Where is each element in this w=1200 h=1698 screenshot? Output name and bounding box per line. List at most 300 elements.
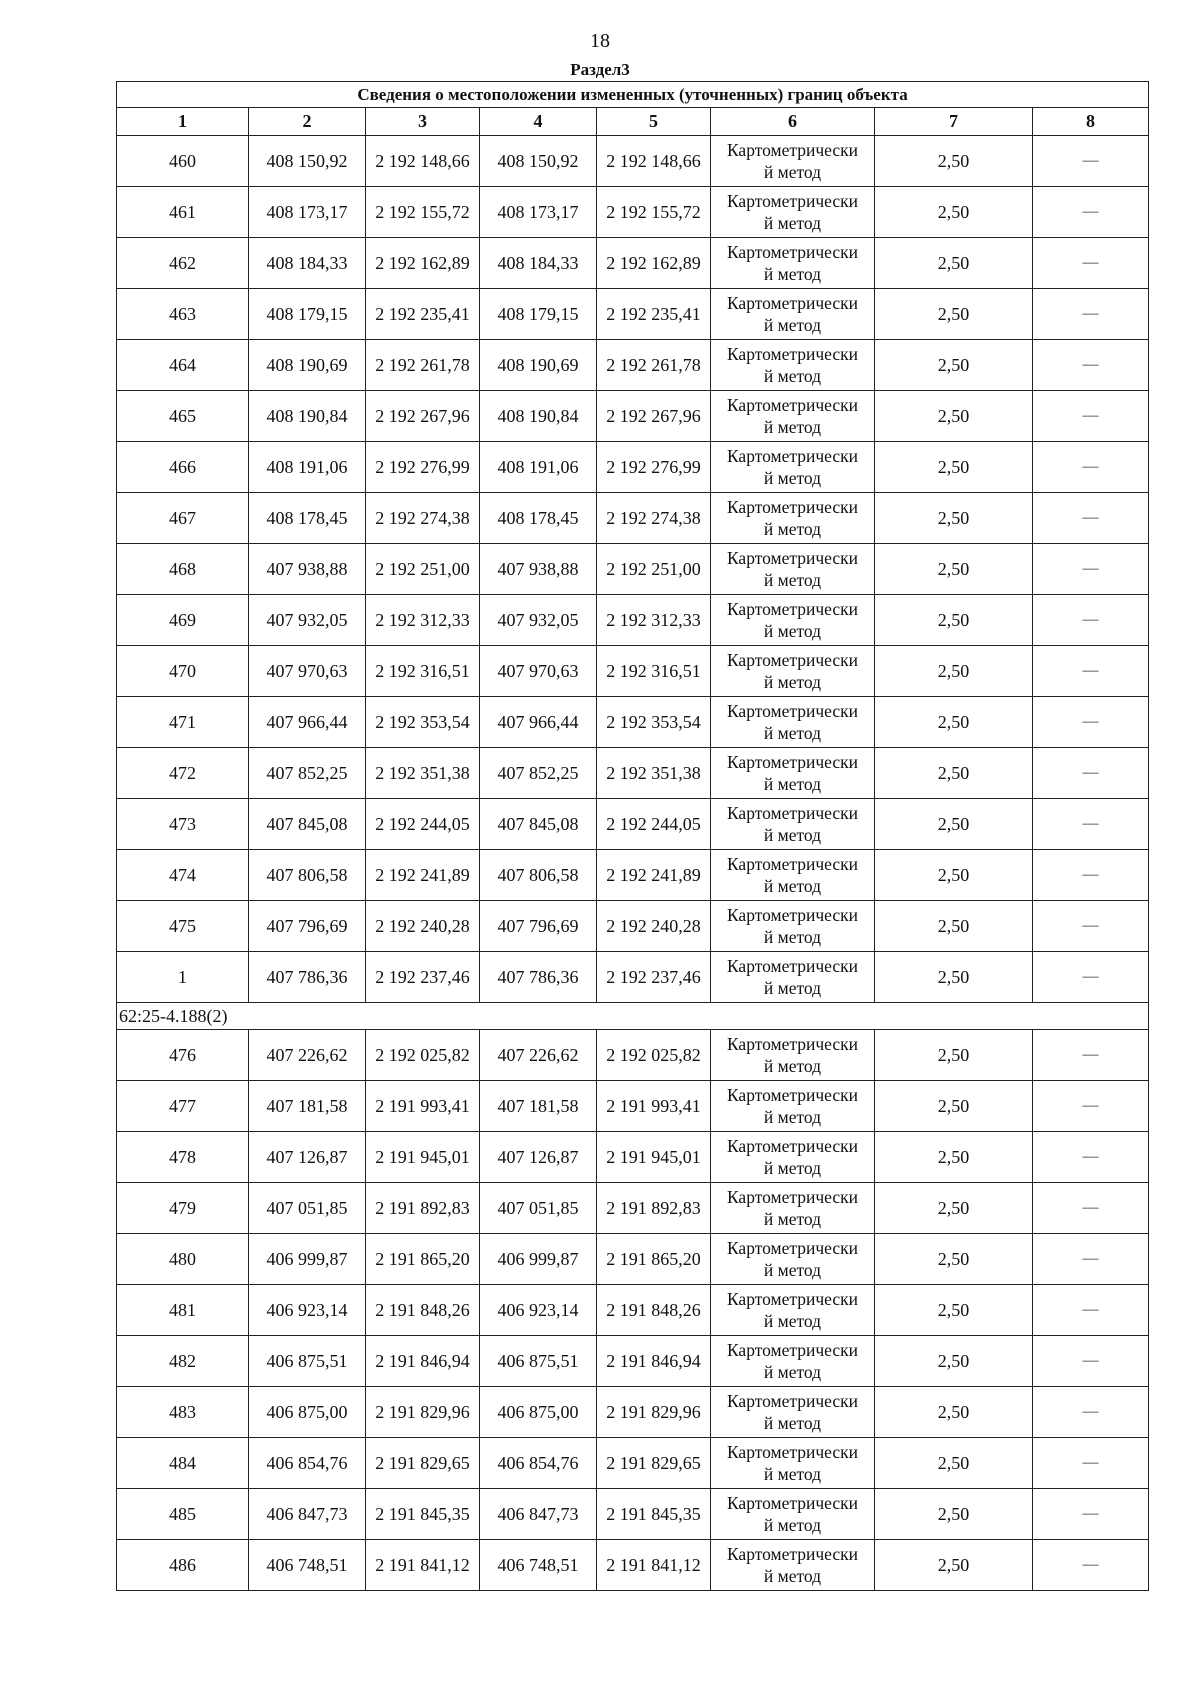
x-new-cell: 406 923,14 [480,1285,597,1336]
method-text-line: Картометрически [726,140,859,160]
accuracy-cell: 2,50 [875,1489,1033,1540]
method-cell [711,952,875,1003]
dash-cell: — [1033,646,1149,697]
column-number-header: 3 [366,108,480,136]
x-old-cell: 408 191,06 [249,442,366,493]
method-cell [711,748,875,799]
x-new-cell: 407 938,88 [480,544,597,595]
method-text-line: Картометрически [726,803,859,823]
y-old-cell: 2 192 353,54 [366,697,480,748]
parcel-group-label: 62:25-4.188(2) [117,1003,1149,1030]
point-number-cell: 474 [117,850,249,901]
method-text-line: Картометрически [726,497,859,517]
dash-cell: — [1033,1489,1149,1540]
y-new-cell: 2 191 846,94 [597,1336,711,1387]
y-old-cell: 2 192 251,00 [366,544,480,595]
method-text-line: Картометрически [726,1136,859,1156]
table-row [117,187,1149,238]
point-number-cell: 484 [117,1438,249,1489]
method-cell [711,1387,875,1438]
y-new-cell: 2 191 841,12 [597,1540,711,1591]
point-number-cell: 477 [117,1081,249,1132]
y-new-cell: 2 192 267,96 [597,391,711,442]
x-new-cell: 406 875,51 [480,1336,597,1387]
method-cell [711,136,875,187]
x-old-cell: 407 181,58 [249,1081,366,1132]
accuracy-cell: 2,50 [875,238,1033,289]
accuracy-cell: 2,50 [875,952,1033,1003]
method-text-line: Картометрически [726,1187,859,1207]
x-new-cell: 407 852,25 [480,748,597,799]
x-old-cell: 406 748,51 [249,1540,366,1591]
y-new-cell: 2 192 155,72 [597,187,711,238]
method-text-line: й метод [763,1107,822,1127]
y-old-cell: 2 192 267,96 [366,391,480,442]
dash-cell: — [1033,1540,1149,1591]
x-old-cell: 408 184,33 [249,238,366,289]
column-number-header: 2 [249,108,366,136]
method-text-line: Картометрически [726,293,859,313]
y-old-cell: 2 192 148,66 [366,136,480,187]
y-old-cell: 2 192 312,33 [366,595,480,646]
y-old-cell: 2 191 829,65 [366,1438,480,1489]
y-old-cell: 2 192 276,99 [366,442,480,493]
y-new-cell: 2 192 276,99 [597,442,711,493]
point-number-cell: 467 [117,493,249,544]
method-cell [711,850,875,901]
y-new-cell: 2 192 353,54 [597,697,711,748]
table-row [117,646,1149,697]
column-number-header: 7 [875,108,1033,136]
accuracy-cell: 2,50 [875,442,1033,493]
x-old-cell: 407 786,36 [249,952,366,1003]
y-old-cell: 2 191 848,26 [366,1285,480,1336]
method-text-line: Картометрически [726,599,859,619]
method-text-line: й метод [763,1260,822,1280]
y-old-cell: 2 192 274,38 [366,493,480,544]
point-number-cell: 478 [117,1132,249,1183]
table-caption: Сведения о местоположении измененных (уточненных) границ объекта [117,82,1149,108]
dash-cell: — [1033,391,1149,442]
point-number-cell: 465 [117,391,249,442]
method-cell [711,1336,875,1387]
y-old-cell: 2 192 261,78 [366,340,480,391]
y-old-cell: 2 191 845,35 [366,1489,480,1540]
method-text-line: й метод [763,825,822,845]
y-new-cell: 2 192 274,38 [597,493,711,544]
y-new-cell: 2 192 148,66 [597,136,711,187]
method-text-line: Картометрически [726,446,859,466]
method-text-line: й метод [763,570,822,590]
method-text-line: Картометрически [726,395,859,415]
y-old-cell: 2 191 993,41 [366,1081,480,1132]
method-text-line: Картометрически [726,701,859,721]
method-cell [711,1132,875,1183]
y-old-cell: 2 191 892,83 [366,1183,480,1234]
x-old-cell: 406 847,73 [249,1489,366,1540]
x-new-cell: 407 970,63 [480,646,597,697]
table-row [117,1438,1149,1489]
x-new-cell: 406 999,87 [480,1234,597,1285]
method-cell [711,340,875,391]
dash-cell: — [1033,493,1149,544]
accuracy-cell: 2,50 [875,1183,1033,1234]
method-text-line: й метод [763,468,822,488]
table-row [117,136,1149,187]
x-old-cell: 407 126,87 [249,1132,366,1183]
table-row [117,289,1149,340]
method-text-line: Картометрически [726,1034,859,1054]
table-row [117,1489,1149,1540]
table-row [117,1336,1149,1387]
parcel-group-row [117,1003,1149,1030]
point-number-cell: 464 [117,340,249,391]
y-new-cell: 2 191 892,83 [597,1183,711,1234]
y-new-cell: 2 192 244,05 [597,799,711,850]
dash-cell: — [1033,1234,1149,1285]
y-new-cell: 2 191 848,26 [597,1285,711,1336]
dash-cell: — [1033,238,1149,289]
accuracy-cell: 2,50 [875,799,1033,850]
y-new-cell: 2 191 993,41 [597,1081,711,1132]
y-new-cell: 2 192 025,82 [597,1030,711,1081]
column-number-header: 5 [597,108,711,136]
table-row [117,442,1149,493]
x-old-cell: 408 150,92 [249,136,366,187]
dash-cell: — [1033,748,1149,799]
y-old-cell: 2 191 865,20 [366,1234,480,1285]
x-new-cell: 407 806,58 [480,850,597,901]
method-text-line: й метод [763,1464,822,1484]
dash-cell: — [1033,850,1149,901]
accuracy-cell: 2,50 [875,289,1033,340]
table-row [117,493,1149,544]
method-cell [711,595,875,646]
method-cell [711,901,875,952]
method-text-line: Картометрически [726,242,859,262]
x-old-cell: 408 178,45 [249,493,366,544]
method-text-line: Картометрически [726,1340,859,1360]
accuracy-cell: 2,50 [875,748,1033,799]
y-old-cell: 2 192 244,05 [366,799,480,850]
accuracy-cell: 2,50 [875,493,1033,544]
accuracy-cell: 2,50 [875,697,1033,748]
accuracy-cell: 2,50 [875,850,1033,901]
column-number-header: 1 [117,108,249,136]
method-cell [711,493,875,544]
accuracy-cell: 2,50 [875,1540,1033,1591]
method-text-line: Картометрически [726,752,859,772]
point-number-cell: 472 [117,748,249,799]
method-text-line: й метод [763,1515,822,1535]
y-old-cell: 2 192 237,46 [366,952,480,1003]
point-number-cell: 460 [117,136,249,187]
point-number-cell: 1 [117,952,249,1003]
table-row [117,238,1149,289]
dash-cell: — [1033,1132,1149,1183]
x-old-cell: 407 845,08 [249,799,366,850]
method-text-line: Картометрически [726,1442,859,1462]
point-number-cell: 471 [117,697,249,748]
y-old-cell: 2 192 241,89 [366,850,480,901]
table-row [117,544,1149,595]
accuracy-cell: 2,50 [875,1285,1033,1336]
method-text-line: й метод [763,723,822,743]
y-new-cell: 2 191 945,01 [597,1132,711,1183]
y-new-cell: 2 192 162,89 [597,238,711,289]
x-new-cell: 408 178,45 [480,493,597,544]
dash-cell: — [1033,289,1149,340]
point-number-cell: 475 [117,901,249,952]
x-new-cell: 406 748,51 [480,1540,597,1591]
method-text-line: й метод [763,1209,822,1229]
method-text-line: й метод [763,876,822,896]
table-row [117,595,1149,646]
method-cell [711,1183,875,1234]
x-new-cell: 408 173,17 [480,187,597,238]
accuracy-cell: 2,50 [875,1387,1033,1438]
method-text-line: й метод [763,417,822,437]
column-number-header: 6 [711,108,875,136]
method-text-line: й метод [763,1311,822,1331]
point-number-cell: 462 [117,238,249,289]
y-old-cell: 2 192 351,38 [366,748,480,799]
accuracy-cell: 2,50 [875,340,1033,391]
x-old-cell: 407 932,05 [249,595,366,646]
coordinates-table [116,81,1149,1591]
method-text-line: й метод [763,1413,822,1433]
dash-cell: — [1033,1285,1149,1336]
accuracy-cell: 2,50 [875,595,1033,646]
y-old-cell: 2 192 235,41 [366,289,480,340]
accuracy-cell: 2,50 [875,1081,1033,1132]
method-text-line: й метод [763,1158,822,1178]
dash-cell: — [1033,187,1149,238]
dash-cell: — [1033,544,1149,595]
x-old-cell: 408 179,15 [249,289,366,340]
accuracy-cell: 2,50 [875,1438,1033,1489]
accuracy-cell: 2,50 [875,1132,1033,1183]
dash-cell: — [1033,1030,1149,1081]
dash-cell: — [1033,901,1149,952]
method-text-line: Картометрически [726,1391,859,1411]
method-cell [711,1285,875,1336]
method-cell [711,1234,875,1285]
x-new-cell: 407 181,58 [480,1081,597,1132]
dash-cell: — [1033,1081,1149,1132]
x-old-cell: 407 806,58 [249,850,366,901]
table-row [117,1387,1149,1438]
method-cell [711,442,875,493]
method-cell [711,1489,875,1540]
point-number-cell: 482 [117,1336,249,1387]
y-old-cell: 2 191 846,94 [366,1336,480,1387]
table-row [117,340,1149,391]
dash-cell: — [1033,136,1149,187]
y-new-cell: 2 192 235,41 [597,289,711,340]
section-title: Раздел3 [570,60,630,79]
table-row [117,1183,1149,1234]
table-body [117,82,1149,1591]
point-number-cell: 476 [117,1030,249,1081]
method-text-line: Картометрически [726,191,859,211]
y-new-cell: 2 192 316,51 [597,646,711,697]
accuracy-cell: 2,50 [875,391,1033,442]
method-cell [711,646,875,697]
method-text-line: й метод [763,672,822,692]
y-new-cell: 2 192 237,46 [597,952,711,1003]
x-old-cell: 406 923,14 [249,1285,366,1336]
table-row [117,1285,1149,1336]
x-new-cell: 406 875,00 [480,1387,597,1438]
x-new-cell: 408 190,69 [480,340,597,391]
method-text-line: й метод [763,621,822,641]
method-text-line: й метод [763,1362,822,1382]
method-text-line: Картометрически [726,1238,859,1258]
y-old-cell: 2 191 945,01 [366,1132,480,1183]
column-number-header: 8 [1033,108,1149,136]
method-cell [711,391,875,442]
dash-cell: — [1033,1183,1149,1234]
x-new-cell: 406 854,76 [480,1438,597,1489]
y-old-cell: 2 192 025,82 [366,1030,480,1081]
dash-cell: — [1033,1387,1149,1438]
accuracy-cell: 2,50 [875,1030,1033,1081]
dash-cell: — [1033,1336,1149,1387]
table-row [117,952,1149,1003]
x-old-cell: 407 796,69 [249,901,366,952]
y-new-cell: 2 192 241,89 [597,850,711,901]
point-number-cell: 481 [117,1285,249,1336]
x-old-cell: 407 966,44 [249,697,366,748]
x-new-cell: 407 226,62 [480,1030,597,1081]
table-caption-row [117,82,1149,108]
x-old-cell: 407 051,85 [249,1183,366,1234]
method-cell [711,187,875,238]
dash-cell: — [1033,595,1149,646]
point-number-cell: 466 [117,442,249,493]
accuracy-cell: 2,50 [875,1336,1033,1387]
y-new-cell: 2 192 312,33 [597,595,711,646]
x-new-cell: 407 845,08 [480,799,597,850]
method-text-line: Картометрически [726,650,859,670]
table-row [117,391,1149,442]
x-old-cell: 407 226,62 [249,1030,366,1081]
y-new-cell: 2 191 829,96 [597,1387,711,1438]
point-number-cell: 473 [117,799,249,850]
point-number-cell: 480 [117,1234,249,1285]
point-number-cell: 470 [117,646,249,697]
y-new-cell: 2 191 829,65 [597,1438,711,1489]
y-old-cell: 2 191 841,12 [366,1540,480,1591]
method-text-line: й метод [763,519,822,539]
method-text-line: Картометрически [726,956,859,976]
table-row [117,1540,1149,1591]
column-number-row [117,108,1149,136]
point-number-cell: 463 [117,289,249,340]
method-text-line: Картометрически [726,905,859,925]
y-new-cell: 2 191 845,35 [597,1489,711,1540]
table-row [117,1132,1149,1183]
method-text-line: й метод [763,1056,822,1076]
method-cell [711,697,875,748]
table-row [117,748,1149,799]
method-cell [711,544,875,595]
x-old-cell: 407 852,25 [249,748,366,799]
y-old-cell: 2 192 155,72 [366,187,480,238]
method-cell [711,799,875,850]
dash-cell: — [1033,799,1149,850]
x-new-cell: 408 179,15 [480,289,597,340]
y-old-cell: 2 192 162,89 [366,238,480,289]
method-text-line: Картометрически [726,1289,859,1309]
method-text-line: Картометрически [726,854,859,874]
method-text-line: й метод [763,315,822,335]
table-row [117,1234,1149,1285]
x-old-cell: 408 173,17 [249,187,366,238]
accuracy-cell: 2,50 [875,901,1033,952]
method-text-line: й метод [763,1566,822,1586]
column-number-header: 4 [480,108,597,136]
x-old-cell: 406 999,87 [249,1234,366,1285]
x-old-cell: 406 875,51 [249,1336,366,1387]
method-cell [711,1438,875,1489]
table-row [117,901,1149,952]
accuracy-cell: 2,50 [875,544,1033,595]
x-new-cell: 407 966,44 [480,697,597,748]
method-text-line: Картометрически [726,1544,859,1564]
y-new-cell: 2 192 351,38 [597,748,711,799]
method-text-line: й метод [763,366,822,386]
accuracy-cell: 2,50 [875,136,1033,187]
method-text-line: й метод [763,978,822,998]
method-text-line: й метод [763,774,822,794]
x-old-cell: 406 875,00 [249,1387,366,1438]
method-text-line: й метод [763,927,822,947]
method-text-line: Картометрически [726,1493,859,1513]
point-number-cell: 486 [117,1540,249,1591]
method-text-line: й метод [763,213,822,233]
x-new-cell: 408 150,92 [480,136,597,187]
y-new-cell: 2 192 251,00 [597,544,711,595]
dash-cell: — [1033,340,1149,391]
x-new-cell: 408 190,84 [480,391,597,442]
accuracy-cell: 2,50 [875,187,1033,238]
method-cell [711,1030,875,1081]
table-row [117,850,1149,901]
y-old-cell: 2 192 240,28 [366,901,480,952]
method-cell [711,289,875,340]
y-new-cell: 2 192 240,28 [597,901,711,952]
table-row [117,1081,1149,1132]
method-text-line: Картометрически [726,1085,859,1105]
accuracy-cell: 2,50 [875,1234,1033,1285]
accuracy-cell: 2,50 [875,646,1033,697]
point-number-cell: 461 [117,187,249,238]
x-old-cell: 408 190,69 [249,340,366,391]
x-new-cell: 407 786,36 [480,952,597,1003]
x-new-cell: 407 051,85 [480,1183,597,1234]
dash-cell: — [1033,697,1149,748]
method-cell [711,238,875,289]
y-new-cell: 2 191 865,20 [597,1234,711,1285]
x-new-cell: 408 184,33 [480,238,597,289]
method-text-line: й метод [763,264,822,284]
x-new-cell: 407 796,69 [480,901,597,952]
method-cell [711,1540,875,1591]
point-number-cell: 485 [117,1489,249,1540]
y-new-cell: 2 192 261,78 [597,340,711,391]
